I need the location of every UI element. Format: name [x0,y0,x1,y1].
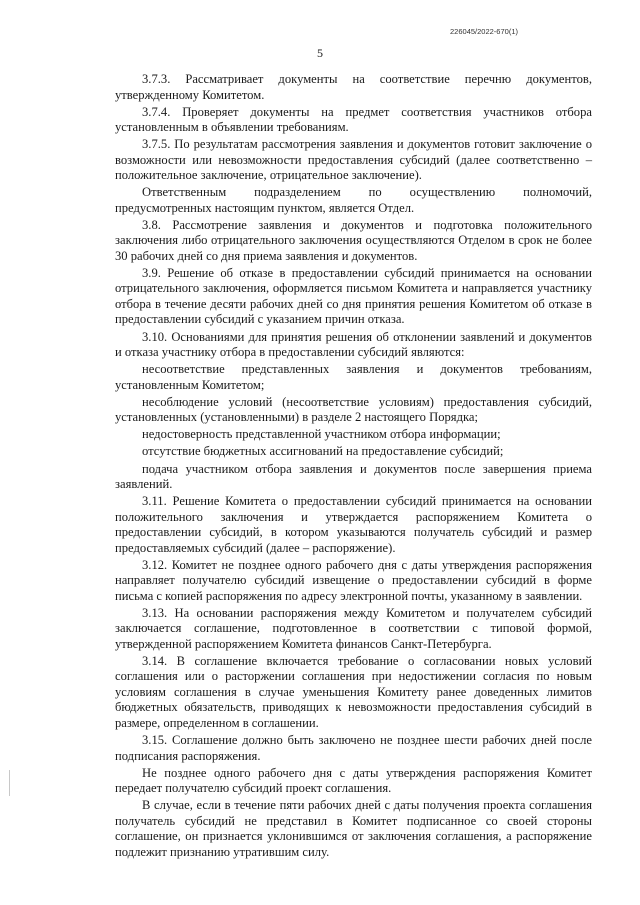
paragraph-3-8: 3.8. Рассмотрение заявления и документов и подготовка положительного заключения либо отрицательного заключения осуществляются Отделом в срок не более 30 рабочих дней со дня приема заявления и документов. [115,217,592,263]
paragraph-3-7-3: 3.7.3. Рассматривает документы на соответствие перечню документов, утвержденному Комитетом. [115,72,592,102]
list-item-unreliability: недостоверность представленной участником отбора информации; [142,427,501,442]
paragraph-3-7-4: 3.7.4. Проверяет документы на предмет соответствия участников отбора установленным в объявлении требованиям. [115,104,592,135]
list-item-noncompliance: несоблюдение условий (несоответствие условиям) предоставления субсидий, установленных (установленными) в разделе 2 настоящего Порядка; [115,394,592,425]
page-number: 5 [317,46,323,60]
paragraph-3-15: 3.15. Соглашение должно быть заключено не позднее шести рабочих дней после подписания распоряжения. [115,733,592,763]
list-item-late-submission: подача участником отбора заявления и документов после завершения приема заявлений. [115,461,592,492]
paragraph-3-11: 3.11. Решение Комитета о предоставлении субсидий принимается на основании положительного заключения и утверждается распоряжением Комитета о предоставлении субсидий, в котором указываются получатель субсидий и размер предоставляемых субсидий (далее – распоряжение). [115,494,592,555]
paragraph-3-9: 3.9. Решение об отказе в предоставлении субсидий принимается на основании отрицательного заключения, оформляется письмом Комитета и направляется участнику отбора в течение десяти рабочих дней со дня принятия решения Комитетом об отказе в предоставлении субсидий с указанием причин отказа. [115,265,592,327]
paragraph-3-14: 3.14. В соглашение включается требование о согласовании новых условий соглашения или о расторжении соглашения при недостижении согласия по новым условиям соглашения в случае уменьшения Комитету ранее доведенных лимитов бюджетных обязательств, приводящих к невозможности предоставления субсидий в размере, определенном в соглашении. [115,653,592,730]
document-id: 226045/2022-670(1) [450,27,518,36]
paragraph-responsible-unit: Ответственным подразделением по осуществлению полномочий, предусмотренных настоящим пунктом, является Отдел. [115,185,592,215]
scan-edge-mark [9,770,10,796]
list-item-nonconformity: несоответствие представленных заявления и документов требованиям, установленным Комитетом; [115,362,592,392]
paragraph-3-13: 3.13. На основании распоряжения между Комитетом и получателем субсидий заключается соглашение, подготовленное в соответствии с типовой формой, утвержденной распоряжением Комитета финансов Санкт-Петербурга. [115,605,592,651]
list-item-no-budget: отсутствие бюджетных ассигнований на предоставление субсидий; [142,444,504,459]
paragraph-3-10: 3.10. Основаниями для принятия решения об отклонении заявлений и документов и отказа участнику отбора в предоставлении субсидий являются: [115,329,592,360]
paragraph-evasion: В случае, если в течение пяти рабочих дней с даты получения проекта соглашения получатель субсидий не представил в Комитет подписанное со своей стороны соглашение, он признается уклонившимся от заключения соглашения, а распоряжение подлежит признанию утратившим силу. [115,798,592,859]
paragraph-3-7-5: 3.7.5. По результатам рассмотрения заявления и документов готовит заключение о возможности или невозможности предоставления субсидий (далее соответственно – положительное заключение, отрицательное заключение). [115,137,592,183]
paragraph-draft-agreement: Не позднее одного рабочего дня с даты утверждения распоряжения Комитет передает получателю субсидий проект соглашения. [115,765,592,796]
paragraph-3-12: 3.12. Комитет не позднее одного рабочего дня с даты утверждения распоряжения направляет получателю субсидий извещение о предоставлении субсидий в форме письма с копией распоряжения по адресу электронной почты, указанному в заявлении. [115,557,592,603]
document-body [115,72,592,862]
